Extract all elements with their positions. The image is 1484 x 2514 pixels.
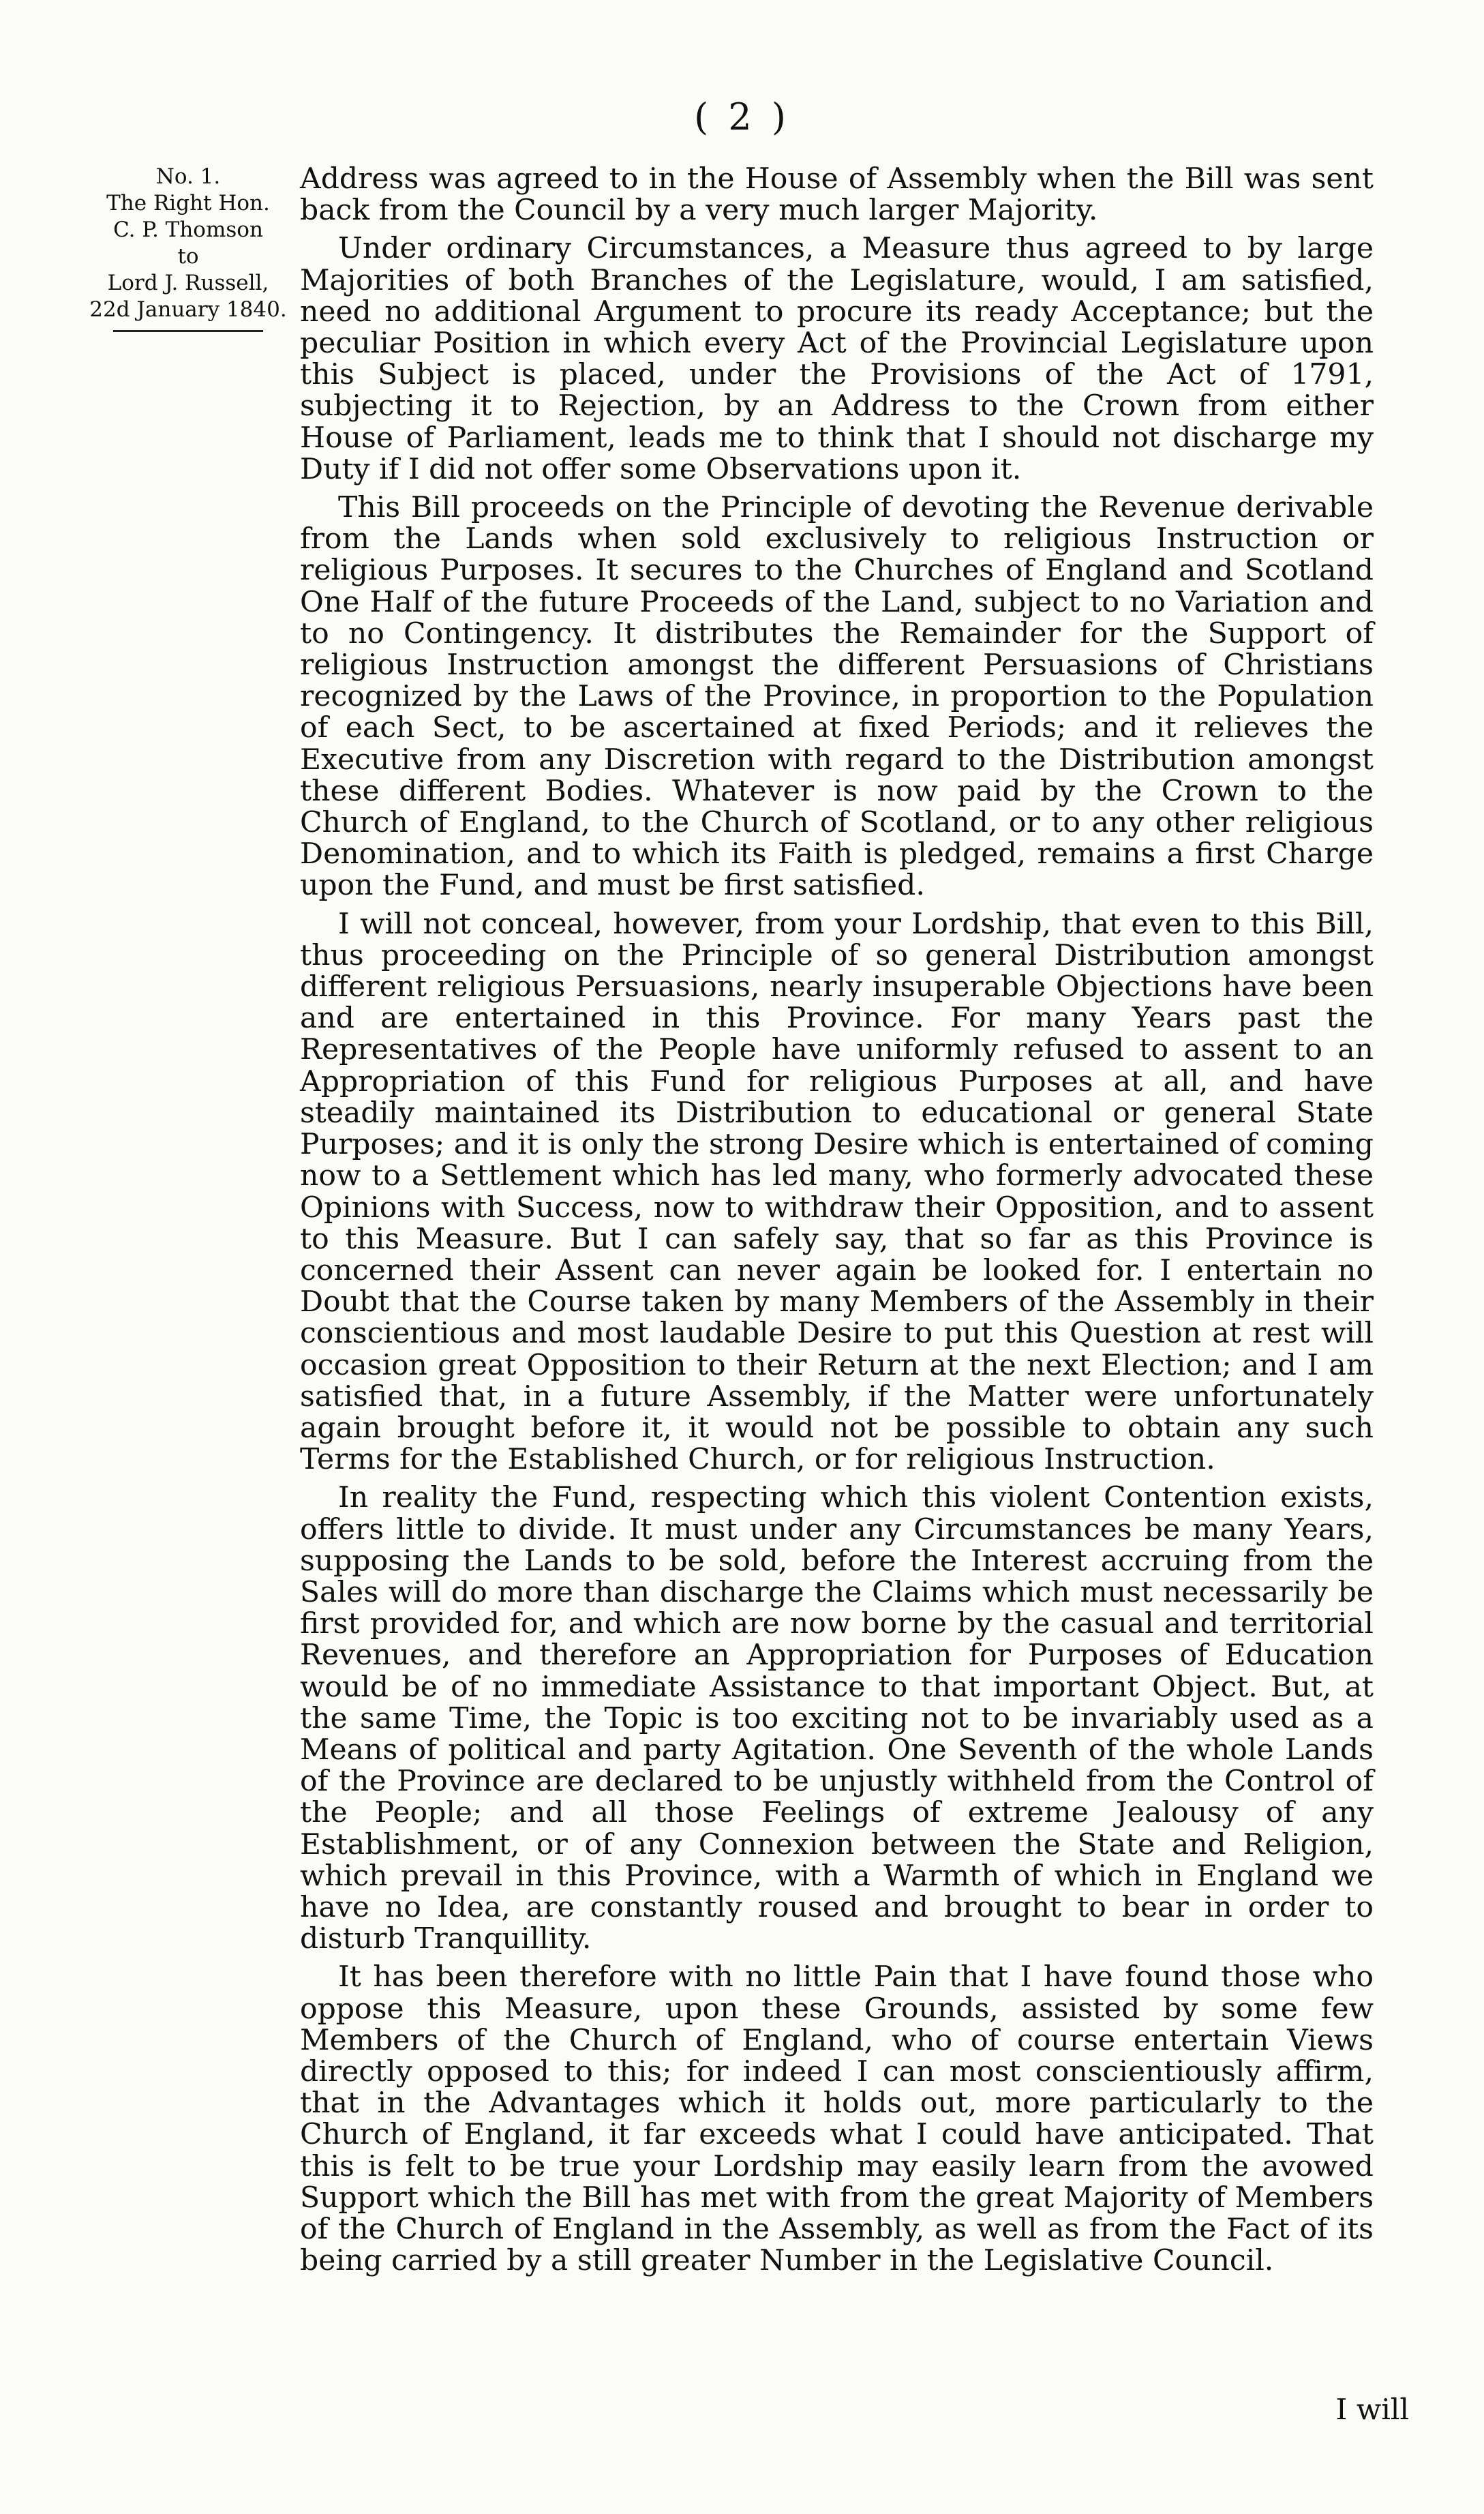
catchword: I will bbox=[1335, 2393, 1409, 2427]
paragraph: I will not conceal, however, from your Lordship, that even to this Bill, thus proceeding on the Principle of so general Distribution amongst different religious Persuasions, nearly insuperable Objections have been and are entertained in this Province. For many Years past the Representatives of the People have uniformly refused to assent to an Appropriation of this Fund for religious Purposes at all, and have steadily maintained its Distribution to educational or general State Purposes; and it is only the strong Desire which is entertained of coming now to a Settlement which has led many, who formerly advocated these Opinions with Success, now to withdraw their Opposition, and to assent to this Measure. But I can safely say, that so far as this Province is concerned their Assent can never again be looked for. I entertain no Doubt that the Course taken by many Members of the Assembly in their conscientious and most laudable Desire to put this Question at rest will occasion great Opposition to their Return at the next Election; and I am satisfied that, in a future Assembly, if the Matter were unfortunately again brought before it, it would not be possible to obtain any such Terms for the Established Church, or for religious Instruction. bbox=[300, 907, 1374, 1477]
paragraph: It has been therefore with no little Pain that I have found those who oppose this Measure, upon these Grounds, assisted by some few Members of the Church of England, who of course entertain Views directly opposed to this; for indeed I can most conscientiously affirm, that in the Advantages which it holds out, more particularly to the Church of England, it far exceeds what I could have anticipated. That this is felt to be true your Lordship may easily learn from the avowed Support which the Bill has met with from the great Majority of Members of the Church of England in the Assembly, as well as from the Fact of its being carried by a still greater Number in the Legislative Council. bbox=[300, 1960, 1374, 2278]
margin-note-rule bbox=[113, 330, 263, 332]
paragraph: Address was agreed to in the House of Assembly when the Bill was sent back from the Council by a very much larger Majority. bbox=[300, 162, 1374, 228]
margin-note-line: The Right Hon. bbox=[106, 191, 270, 215]
paragraph: This Bill proceeds on the Principle of devoting the Revenue derivable from the Lands when sold exclusively to religious Instruction or religious Purposes. It secures to the Churches of England and Scotland One Half of the future Proceeds of the Land, subject to no Variation and to no Contingency. It distributes the Remainder for the Support of religious Instruction amongst the different Persuasions of Christians recognized by the Laws of the Province, in proportion to the Population of each Sect, to be ascertained at fixed Periods; and it relieves the Executive from any Discretion with regard to the Distribution amongst these different Bodies. Whatever is now paid by the Crown to the Church of England, to the Church of Scotland, or to any other religious Denomination, and to which its Faith is pledged, remains a first Charge upon the Fund, and must be first satisfied. bbox=[300, 491, 1374, 903]
paragraph: In reality the Fund, respecting which this violent Contention exists, offers little to divide. It must under any Circumstances be many Years, supposing the Lands to be sold, before the Interest accruing from the Sales will do more than discharge the Claims which must necessarily be first provided for, and which are now borne by the casual and territorial Revenues, and therefore an Appropriation for Purposes of Education would be of no immediate Assistance to that important Object. But, at the same Time, the Topic is too exciting not to be invariably used as a Means of political and party Agitation. One Seventh of the whole Lands of the Province are declared to be unjustly withheld from the Control of the People; and all those Feelings of extreme Jealousy of any Establishment, or of any Connexion between the State and Religion, which prevail in this Province, with a Warmth of which in England we have no Idea, are constantly roused and brought to bear in order to disturb Tranquillity. bbox=[300, 1481, 1374, 1956]
page-number: ( 2 ) bbox=[694, 95, 790, 138]
paragraph: Under ordinary Circumstances, a Measure thus agreed to by large Majorities of both Branches of the Legislature, would, I am satisfied, need no additional Argument to procure its ready Acceptance; but the peculiar Position in which every Act of the Provincial Legislature upon this Subject is placed, under the Provisions of the Act of 1791, subjecting it to Rejection, by an Address to the Crown from either House of Parliament, leads me to think that I should not discharge my Duty if I did not offer some Observations upon it. bbox=[300, 232, 1374, 486]
margin-note-line: C. P. Thomson bbox=[113, 218, 263, 242]
margin-note bbox=[82, 164, 294, 332]
body-text bbox=[300, 164, 1374, 2284]
margin-note-line: 22d January 1840. bbox=[89, 297, 287, 322]
margin-note-line: Lord J. Russell, bbox=[107, 271, 269, 295]
margin-note-line: to bbox=[177, 244, 199, 269]
margin-note-line: No. 1. bbox=[155, 164, 221, 189]
